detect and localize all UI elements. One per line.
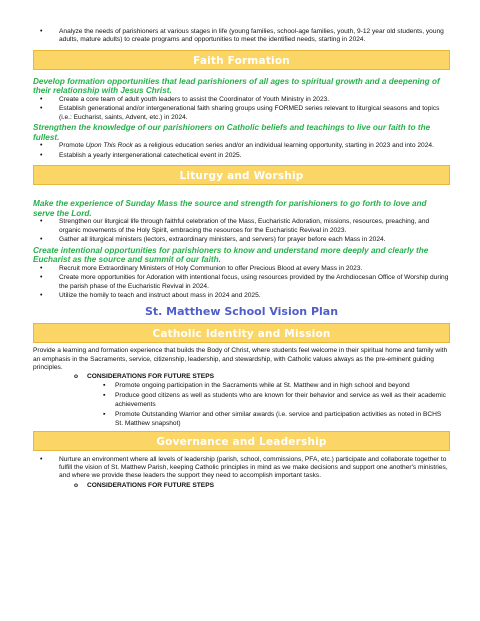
governance-considerations bbox=[33, 482, 450, 490]
liturgy-goal-1: Make the experience of Sunday Mass the source and strength for parishioners to go forth to love and serve the Lord. bbox=[33, 199, 427, 218]
list-item: • Create a core team of adult youth leaders to assist the Coordinator of Youth Ministry in 2023. bbox=[33, 96, 450, 104]
governance-list bbox=[33, 456, 450, 481]
catholic-identity-heading: Catholic Identity and Mission bbox=[33, 323, 450, 343]
considerations-label: o CONSIDERATIONS FOR FUTURE STEPS bbox=[33, 482, 450, 490]
catholic-identity-considerations bbox=[33, 373, 450, 381]
list-item: • Establish a yearly intergenerational catechetical event in 2025. bbox=[33, 152, 450, 160]
school-vision-title: St. Matthew School Vision Plan bbox=[144, 305, 339, 319]
list-item: • Nurture an environment where all levels of leadership (parish, school, commissions, PFA, etc.) participate and collaborate together to fulfill the vision of St. Matthew Parish, keeping Catholic principles in mind as we make decisions and support one another's ministries, and where we provide these leaders the support they need to accomplish important tasks. bbox=[33, 456, 450, 481]
governance-heading: Governance and Leadership bbox=[33, 431, 450, 451]
list-item: ▪ Promote ongoing participation in the Sacraments while at St. Matthew and in high school and beyond bbox=[33, 381, 450, 391]
list-item: • Establish generational and/or intergenerational faith sharing groups using FORMED series relevant to liturgical seasons and topics (i.e.: Eucharist, saints, Advent, etc.) in 2024. bbox=[33, 105, 450, 122]
list-item bbox=[33, 142, 450, 150]
liturgy-heading: Liturgy and Worship bbox=[33, 165, 450, 185]
promote-text-end: as a religious education series and/or an individual learning opportunity, starting in 2023 and into 2024. bbox=[132, 142, 434, 150]
catholic-identity-steps bbox=[33, 381, 450, 429]
list-item: • Utilize the homily to teach and instruct about mass in 2024 and 2025. bbox=[33, 292, 450, 300]
liturgy-goal-2-list bbox=[33, 265, 450, 301]
faith-goal-2: Strengthen the knowledge of our parishioners on Catholic beliefs and teachings to live our faith to the fullest. bbox=[33, 123, 431, 142]
intro-list bbox=[33, 0, 450, 45]
considerations-label: o CONSIDERATIONS FOR FUTURE STEPS bbox=[33, 373, 450, 381]
liturgy-goal-2: Create intentional opportunities for parishioners to know and understand more deeply and clearly the Eucharist as the source and summit of our faith. bbox=[33, 245, 429, 265]
list-item: • Strengthen our liturgical life through faithful celebration of the Mass, Eucharistic Adoration, missions, resources, preaching, and organic movements of the Holy Spirit, embracing the resources for the Eucharistic Revival in 2023. bbox=[33, 218, 450, 235]
promote-text: Promote bbox=[59, 142, 86, 150]
list-item: • Create more opportunities for Adoration with intentional focus, using resources provided by the Archdiocesan Office of Worship during the parish phase of the Eucharistic Revival in 2024. bbox=[33, 274, 450, 291]
faith-goal-2-list bbox=[33, 142, 450, 160]
catholic-identity-paragraph: Provide a learning and formation experience that builds the Body of Christ, where students feel welcome in their spiritual home and family with an emphasis in the Sacraments, service, citizenship, leadership, and stewardship, with Catholic values always as the pre-eminent guiding principles. bbox=[33, 347, 448, 372]
liturgy-goal-1-list bbox=[33, 218, 450, 244]
faith-goal-1: Develop formation opportunities that lead parishioners of all ages to spiritual growth and a deepening of their relationship with Jesus Christ. bbox=[33, 76, 440, 96]
book-title: Upon This Rock bbox=[85, 142, 133, 150]
faith-goal-1-list bbox=[33, 96, 450, 122]
faith-formation-heading: Faith Formation bbox=[33, 50, 450, 70]
list-item: ▪ Promote Outstanding Warrior and other similar awards (i.e. service and participation activities as noted in BCHS St. Matthew snapshot) bbox=[33, 410, 450, 429]
list-item: • Gather all liturgical ministers (lectors, extraordinary ministers, and servers) for prayer before each Mass in 2024. bbox=[33, 236, 450, 244]
list-item: • Recruit more Extraordinary Ministers of Holy Communion to offer Precious Blood at every Mass in 2023. bbox=[33, 265, 450, 273]
list-item: ▪ Produce good citizens as well as students who are known for their behavior and service as well as their academic achievements bbox=[33, 391, 450, 410]
list-item: • Analyze the needs of parishioners at various stages in life (young families, school-age families, youth, 9-12 year old students, young adults, mature adults) to create programs and opportunities to meet the identified needs, starting in 2024. bbox=[33, 28, 450, 45]
